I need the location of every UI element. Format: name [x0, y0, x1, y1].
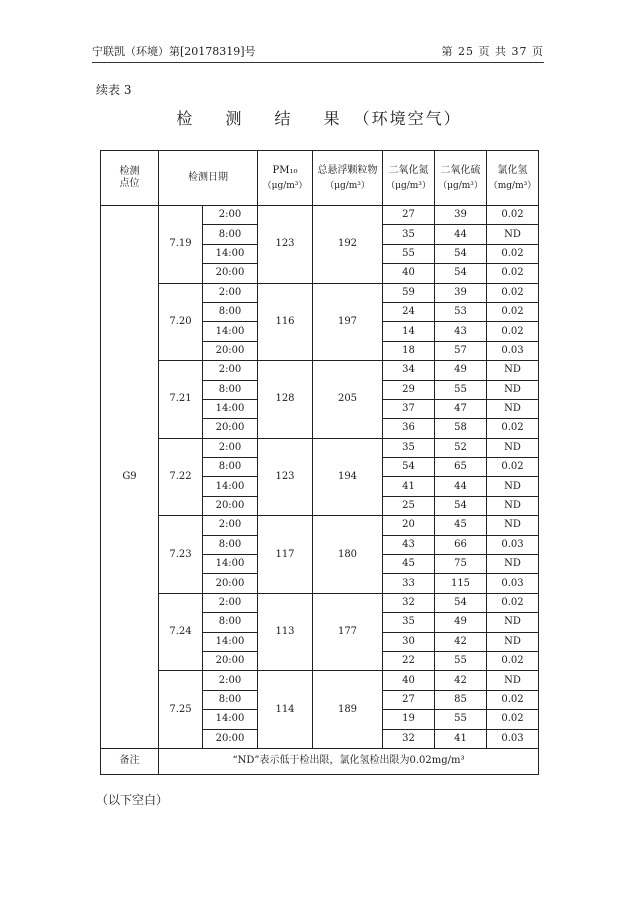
no2-cell: 27	[383, 206, 435, 225]
time-cell: 14:00	[203, 244, 258, 263]
no2-cell: 27	[383, 690, 435, 709]
date-cell: 7.21	[159, 361, 203, 439]
so2-cell: 57	[435, 341, 487, 360]
time-cell: 20:00	[203, 496, 258, 515]
no2-cell: 54	[383, 458, 435, 477]
col-point-line1: 检测	[119, 166, 140, 177]
no2-cell: 34	[383, 361, 435, 380]
col-tsp-label: 总悬浮颗粒物	[317, 164, 378, 176]
time-cell: 2:00	[203, 593, 258, 612]
nh3-cell: ND	[487, 399, 539, 418]
tsp-cell: 192	[313, 206, 383, 284]
nh3-cell: ND	[487, 671, 539, 690]
pm10-cell: 114	[258, 671, 313, 749]
time-cell: 14:00	[203, 555, 258, 574]
nh3-cell: ND	[487, 380, 539, 399]
time-cell: 2:00	[203, 206, 258, 225]
time-cell: 14:00	[203, 399, 258, 418]
so2-cell: 54	[435, 264, 487, 283]
note-text: “ND”表示低于检出限，氯化氢检出限为0.02mg/m³	[159, 748, 539, 774]
report-number: 宁联凯（环境）第[20178319]号	[92, 45, 256, 58]
so2-cell: 49	[435, 613, 487, 632]
no2-cell: 59	[383, 283, 435, 302]
time-cell: 20:00	[203, 574, 258, 593]
note-row	[101, 748, 539, 774]
time-cell: 20:00	[203, 341, 258, 360]
time-cell: 2:00	[203, 283, 258, 302]
col-point-header	[101, 151, 159, 206]
page-header	[92, 43, 544, 61]
so2-cell: 55	[435, 710, 487, 729]
time-cell: 20:00	[203, 419, 258, 438]
col-pm10-header	[258, 151, 313, 206]
nh3-cell: 0.02	[487, 690, 539, 709]
col-nh3-unit: （mg/m³）	[488, 180, 537, 191]
col-no2-label: 二氧化氮	[388, 164, 429, 176]
nh3-cell: 0.02	[487, 593, 539, 612]
no2-cell: 37	[383, 399, 435, 418]
results-table	[100, 150, 539, 775]
pm10-cell: 128	[258, 361, 313, 439]
no2-cell: 24	[383, 302, 435, 321]
so2-cell: 58	[435, 419, 487, 438]
nh3-cell: 0.02	[487, 264, 539, 283]
col-pm10-unit: （μg/m³）	[262, 180, 308, 191]
col-so2-unit: （μg/m³）	[438, 180, 483, 191]
nh3-cell: 0.02	[487, 710, 539, 729]
no2-cell: 35	[383, 613, 435, 632]
time-cell: 20:00	[203, 264, 258, 283]
table-row	[101, 516, 539, 535]
so2-cell: 49	[435, 361, 487, 380]
time-cell: 2:00	[203, 516, 258, 535]
nh3-cell: 0.03	[487, 341, 539, 360]
table-row	[101, 206, 539, 225]
time-cell: 8:00	[203, 690, 258, 709]
col-tsp-unit: （μg/m³）	[325, 180, 370, 191]
so2-cell: 39	[435, 206, 487, 225]
nh3-cell: ND	[487, 477, 539, 496]
time-cell: 14:00	[203, 477, 258, 496]
no2-cell: 18	[383, 341, 435, 360]
no2-cell: 35	[383, 225, 435, 244]
nh3-cell: 0.03	[487, 729, 539, 748]
nh3-cell: ND	[487, 632, 539, 651]
table-row	[101, 671, 539, 690]
col-pm10-label: PM₁₀	[272, 164, 298, 176]
so2-cell: 42	[435, 671, 487, 690]
no2-cell: 55	[383, 244, 435, 263]
no2-cell: 32	[383, 593, 435, 612]
so2-cell: 45	[435, 516, 487, 535]
so2-cell: 52	[435, 438, 487, 457]
nh3-cell: 0.02	[487, 283, 539, 302]
no2-cell: 45	[383, 555, 435, 574]
no2-cell: 35	[383, 438, 435, 457]
pm10-cell: 123	[258, 206, 313, 284]
so2-cell: 85	[435, 690, 487, 709]
so2-cell: 44	[435, 477, 487, 496]
col-no2-header	[383, 151, 435, 206]
time-cell: 14:00	[203, 710, 258, 729]
no2-cell: 30	[383, 632, 435, 651]
table-row	[101, 361, 539, 380]
so2-cell: 43	[435, 322, 487, 341]
col-nh3-header	[487, 151, 539, 206]
tsp-cell: 194	[313, 438, 383, 516]
title-main: 检 测 结 果	[176, 109, 354, 128]
time-cell: 8:00	[203, 535, 258, 554]
table-row	[101, 438, 539, 457]
page-number: 第 25 页 共 37 页	[441, 45, 544, 58]
col-point-line2: 点位	[119, 178, 140, 189]
so2-cell: 115	[435, 574, 487, 593]
nh3-cell: 0.02	[487, 458, 539, 477]
pm10-cell: 116	[258, 283, 313, 361]
tsp-cell: 177	[313, 593, 383, 671]
tsp-cell: 189	[313, 671, 383, 749]
nh3-cell: 0.02	[487, 419, 539, 438]
time-cell: 2:00	[203, 361, 258, 380]
date-cell: 7.20	[159, 283, 203, 361]
no2-cell: 43	[383, 535, 435, 554]
date-cell: 7.23	[159, 516, 203, 594]
no2-cell: 25	[383, 496, 435, 515]
pm10-cell: 123	[258, 438, 313, 516]
nh3-cell: 0.02	[487, 244, 539, 263]
time-cell: 2:00	[203, 671, 258, 690]
nh3-cell: 0.02	[487, 302, 539, 321]
so2-cell: 54	[435, 496, 487, 515]
nh3-cell: ND	[487, 438, 539, 457]
nh3-cell: ND	[487, 516, 539, 535]
so2-cell: 53	[435, 302, 487, 321]
col-date-header: 检测日期	[159, 151, 258, 206]
nh3-cell: ND	[487, 361, 539, 380]
pm10-cell: 113	[258, 593, 313, 671]
so2-cell: 54	[435, 593, 487, 612]
so2-cell: 54	[435, 244, 487, 263]
so2-cell: 41	[435, 729, 487, 748]
so2-cell: 42	[435, 632, 487, 651]
nh3-cell: ND	[487, 613, 539, 632]
so2-cell: 47	[435, 399, 487, 418]
no2-cell: 20	[383, 516, 435, 535]
table-row	[101, 593, 539, 612]
nh3-cell: 0.02	[487, 206, 539, 225]
tsp-cell: 180	[313, 516, 383, 594]
no2-cell: 40	[383, 264, 435, 283]
date-cell: 7.19	[159, 206, 203, 284]
no2-cell: 22	[383, 651, 435, 670]
so2-cell: 44	[435, 225, 487, 244]
time-cell: 8:00	[203, 225, 258, 244]
title-paren: （环境空气）	[353, 109, 462, 128]
so2-cell: 75	[435, 555, 487, 574]
col-tsp-header	[313, 151, 383, 206]
nh3-cell: 0.03	[487, 535, 539, 554]
time-cell: 2:00	[203, 438, 258, 457]
no2-cell: 33	[383, 574, 435, 593]
col-nh3-label: 氯化氢	[497, 164, 528, 176]
so2-cell: 65	[435, 458, 487, 477]
time-cell: 8:00	[203, 458, 258, 477]
so2-cell: 66	[435, 535, 487, 554]
so2-cell: 55	[435, 380, 487, 399]
nh3-cell: 0.02	[487, 651, 539, 670]
point-cell: G9	[101, 206, 159, 749]
nh3-cell: 0.03	[487, 574, 539, 593]
time-cell: 8:00	[203, 613, 258, 632]
time-cell: 14:00	[203, 632, 258, 651]
nh3-cell: ND	[487, 555, 539, 574]
time-cell: 14:00	[203, 322, 258, 341]
pm10-cell: 117	[258, 516, 313, 594]
no2-cell: 19	[383, 710, 435, 729]
so2-cell: 55	[435, 651, 487, 670]
header-rule	[92, 62, 544, 63]
col-so2-header	[435, 151, 487, 206]
table-header-row	[101, 151, 539, 206]
time-cell: 8:00	[203, 302, 258, 321]
no2-cell: 40	[383, 671, 435, 690]
tsp-cell: 197	[313, 283, 383, 361]
note-label: 备注	[101, 748, 159, 774]
no2-cell: 14	[383, 322, 435, 341]
date-cell: 7.25	[159, 671, 203, 749]
date-cell: 7.24	[159, 593, 203, 671]
no2-cell: 32	[383, 729, 435, 748]
col-so2-label: 二氧化硫	[440, 164, 481, 176]
time-cell: 8:00	[203, 380, 258, 399]
so2-cell: 39	[435, 283, 487, 302]
no2-cell: 41	[383, 477, 435, 496]
blank-below-note: （以下空白）	[96, 793, 169, 807]
tsp-cell: 205	[313, 361, 383, 439]
col-no2-unit: （μg/m³）	[386, 180, 431, 191]
no2-cell: 29	[383, 380, 435, 399]
nh3-cell: ND	[487, 496, 539, 515]
time-cell: 20:00	[203, 651, 258, 670]
date-cell: 7.22	[159, 438, 203, 516]
time-cell: 20:00	[203, 729, 258, 748]
nh3-cell: ND	[487, 225, 539, 244]
table-row	[101, 283, 539, 302]
nh3-cell: 0.02	[487, 322, 539, 341]
continued-label: 续表 3	[96, 83, 132, 97]
table-title	[100, 106, 538, 129]
no2-cell: 36	[383, 419, 435, 438]
